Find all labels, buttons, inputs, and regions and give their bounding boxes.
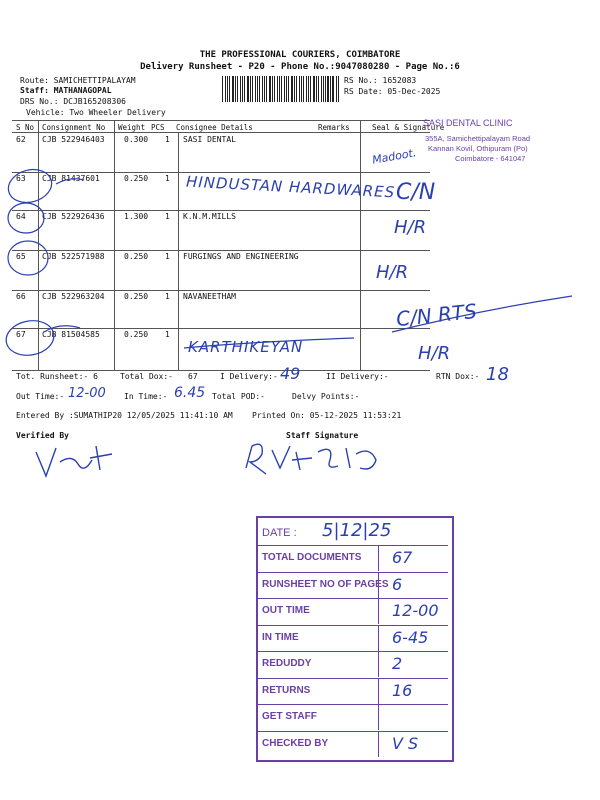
stamp-row-divider [258, 731, 448, 732]
clinic-stamp-name: SASI DENTAL CLINIC [423, 118, 513, 128]
row-pcs: 1 [165, 252, 170, 261]
stamp-row-value: 16 [392, 680, 413, 700]
total-dox-value: 67 [188, 372, 198, 381]
row-sno: 62 [16, 135, 26, 144]
stamp-row-label: GET STAFF [262, 711, 317, 722]
row-consignee: K.N.M.MILLS [183, 212, 236, 221]
row-consignee: FURGINGS AND ENGINEERING [183, 252, 299, 261]
clinic-stamp-line1: 355A, Samichettipalayam Road [425, 134, 531, 143]
stamp-row-divider [258, 572, 448, 573]
verified-signature [36, 446, 112, 476]
stamp-row-label: RUNSHEET NO OF PAGES [262, 578, 389, 590]
row-sno: 66 [16, 292, 26, 301]
stamp-row-divider [258, 651, 448, 652]
row-consignment-no: CJB 522963204 [42, 292, 105, 301]
ii-delivery-label: II Delivery:- [326, 372, 389, 381]
col-consignment: Consignment No [42, 123, 106, 132]
in-time-value: 6.45 [174, 385, 206, 401]
delvy-points-label: Delvy Points:- [292, 392, 360, 401]
row-consignment-no: CJB 81437601 [42, 174, 100, 183]
signature-row-66: C/N RTS [394, 298, 478, 332]
printed-on: Printed On: 05-12-2025 11:53:21 [252, 411, 402, 420]
row-sno: 63 [16, 174, 26, 183]
stamp-row-label: TOTAL DOCUMENTS [262, 552, 362, 563]
company-title: THE PROFESSIONAL COURIERS, COIMBATORE [199, 50, 401, 60]
col-remarks: Remarks [318, 123, 350, 132]
signature-row-63: C/N [396, 180, 436, 205]
stamp-row-label: IN TIME [262, 631, 299, 643]
stamp-row-separator [378, 625, 379, 651]
row-consignee: NAVANEETHAM [183, 292, 236, 301]
stamp-row-divider [258, 704, 448, 705]
signature-row-62: Madoot. [371, 146, 418, 167]
rs-number: RS No.: 1652083 [344, 76, 417, 85]
col-weight: Weight [118, 123, 146, 132]
total-runsheet: Tot. Runsheet:- 6 [16, 372, 98, 381]
stamp-row-label: CHECKED BY [262, 737, 329, 749]
staff-signature-label: Staff Signature [286, 431, 359, 440]
i-delivery-value: 49 [280, 364, 301, 383]
clinic-stamp-line3: Coimbatore - 641047 [455, 154, 526, 163]
stamp-row-value: 12-00 [392, 601, 439, 620]
verified-by-label: Verified By [16, 431, 69, 440]
row-weight: 0.250 [124, 330, 149, 339]
entered-by: Entered By :SUMATHIP20 12/05/2025 11:41:10 AM [16, 411, 233, 420]
row-weight: 0.250 [124, 252, 149, 261]
stamp-row-separator [378, 598, 379, 624]
stamp-row-value: 67 [392, 548, 413, 567]
row-pcs: 1 [165, 330, 170, 339]
signature-row-64: H/R [394, 217, 427, 238]
row-pcs: 1 [165, 135, 170, 144]
row-pcs: 1 [165, 292, 170, 301]
out-time-value: 12-00 [68, 386, 106, 401]
total-dox-label: Total Dox:- [120, 372, 173, 381]
stamp-row-value: 6-45 [392, 627, 429, 647]
row-consignment-no: CJB 522946403 [42, 135, 105, 144]
vehicle-label: Vehicle: Two Wheeler Delivery [26, 108, 166, 117]
runsheet-subtitle: Delivery Runsheet - P20 - Phone No.:9047080280 - Page No.:6 [140, 62, 460, 72]
signature-row-67: H/R [418, 343, 451, 364]
row-pcs: 1 [165, 212, 170, 221]
stamp-row-label: OUT TIME [262, 605, 310, 616]
stamp-row-label: REDUDDY [262, 658, 312, 669]
stamp-date-label: DATE : [262, 527, 297, 539]
row-consignee: SASI DENTAL [183, 135, 236, 144]
hand-consignee-67: KARTHIKEYAN [188, 338, 304, 356]
row-consignment-no: CJB 522571988 [42, 252, 105, 261]
col-consignee: Consignee Details [176, 123, 253, 132]
row-weight: 1.300 [124, 212, 149, 221]
row-weight: 0.250 [124, 174, 149, 183]
col-pcs: PCS [151, 123, 165, 132]
stamp-row-value: 6 [392, 574, 403, 594]
stamp-row-value: 2 [392, 654, 403, 673]
row-sno: 67 [16, 330, 26, 339]
stamp-row-divider [258, 598, 448, 599]
stamp-row-divider [258, 545, 448, 546]
row-sno: 65 [16, 252, 26, 261]
signature-row-65: H/R [376, 262, 409, 283]
row-weight: 0.300 [124, 135, 149, 144]
staff-label: Staff: MATHANAGOPAL [20, 86, 112, 95]
stamp-date-value: 5|12|25 [322, 520, 392, 541]
staff-signature [246, 444, 376, 474]
row-weight: 0.250 [124, 292, 149, 301]
stamp-row-value: V S [392, 733, 419, 753]
route-label: Route: SAMICHETTIPALAYAM [20, 76, 136, 85]
rtn-dox-label: RTN Dox:- [436, 372, 480, 381]
total-pod-label: Total POD:- [212, 392, 265, 401]
stamp-row-separator [378, 678, 379, 704]
stamp-row-separator [378, 651, 379, 677]
rs-date: RS Date: 05-Dec-2025 [344, 87, 441, 96]
col-sno: S No [16, 123, 35, 132]
stamp-row-divider [258, 625, 448, 626]
drs-label: DRS No.: DCJB165208306 [20, 97, 126, 106]
stamp-row-separator [378, 731, 379, 757]
row-consignment-no: CJB 81504585 [42, 330, 100, 339]
clinic-stamp-line2: Kannan Kovil, Othipuram (Po) [428, 144, 528, 153]
in-time-label: In Time:- [124, 392, 168, 401]
stamp-row-separator [378, 545, 379, 571]
row-pcs: 1 [165, 174, 170, 183]
i-delivery-label: I Delivery:- [220, 372, 278, 381]
row-sno: 64 [16, 212, 26, 221]
row-consignment-no: CJB 522926436 [42, 212, 105, 221]
stamp-row-divider [258, 678, 448, 679]
hand-consignee-63: HINDUSTAN HARDWARES [185, 172, 396, 202]
out-time-label: Out Time:- [16, 392, 65, 401]
stamp-row-label: RETURNS [262, 684, 311, 696]
rtn-dox-value: 18 [486, 364, 509, 385]
col-seal: Seal & Signature [372, 123, 445, 132]
stamp-row-separator [378, 704, 379, 730]
